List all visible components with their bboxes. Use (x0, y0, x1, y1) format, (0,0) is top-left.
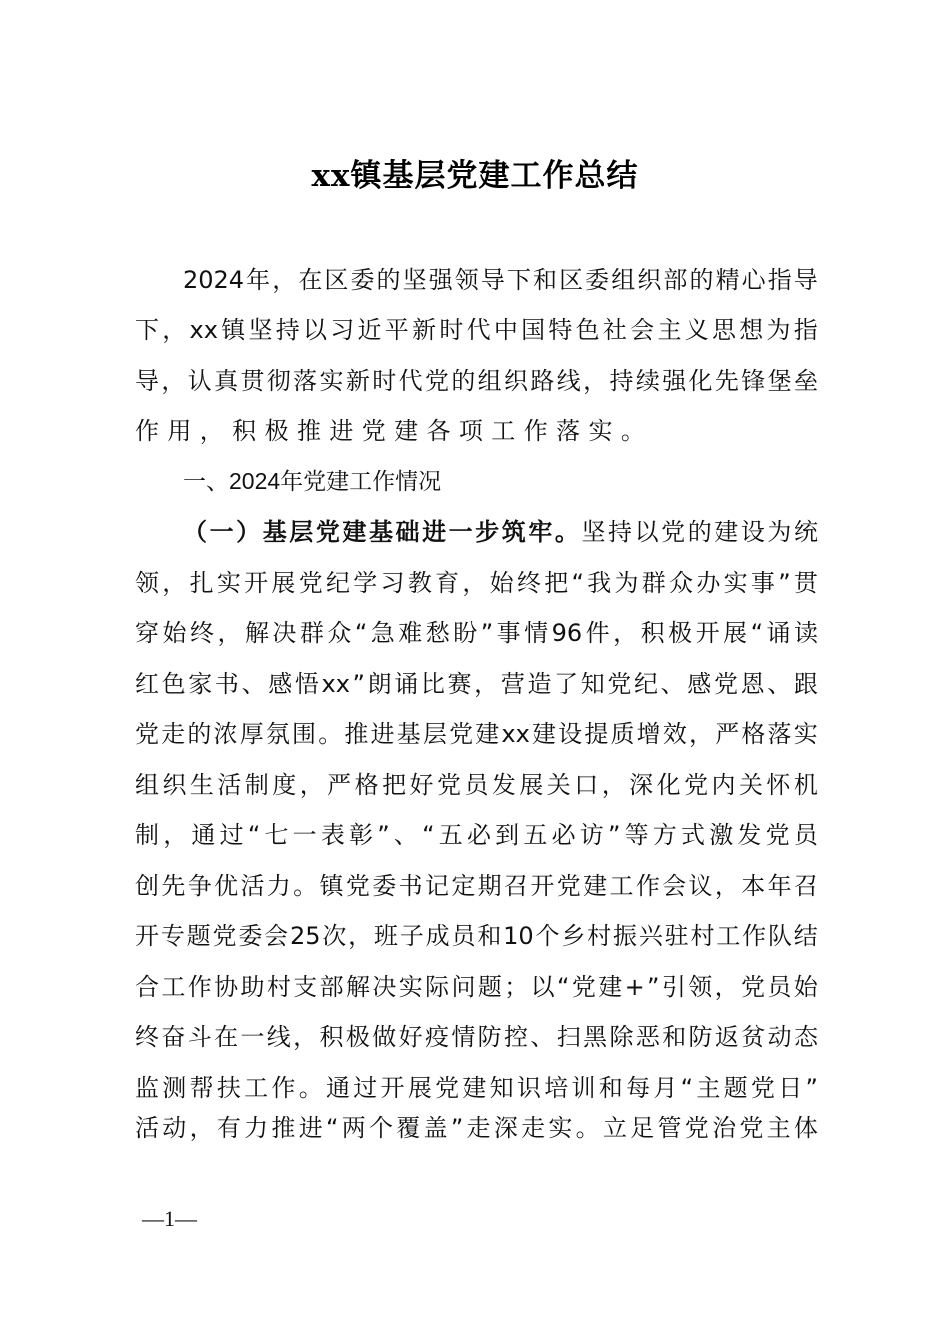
intro-line-3: 导 ， 认 真 贯 彻 落 实 新 时 代 党 的 组 织 路 线 ， 持 续 强 化 先 锋 堡 垒 (135, 367, 818, 395)
body-line: 合 工 作 协 助 村 支 部 解 决 实 际 问 题 ； 以 “ 党 建 + ” 引 领 ， 党 员 始 (135, 973, 818, 1001)
document-title: xx镇基层党建工作总结 (311, 158, 639, 194)
section-heading: 一、2024年党建工作情况 (183, 468, 442, 494)
body-line: 活 动 ， 有 力 推 进 “ 两 个 覆 盖 ” 走 深 走 实 。 立 足 管 党 治 党 主 体 (135, 1114, 818, 1142)
page-number: —1— (142, 1206, 197, 1231)
body-line: 制 ， 通 过 “ 七 一 表 彰 ” 、 “ 五 必 到 五 必 访 ” 等 方 式 激 发 党 员 (135, 821, 818, 849)
body-line: 红 色 家 书 、 感 悟 xx ” 朗 诵 比 赛 ， 营 造 了 知 党 纪 、 感 党 恩 、 跟 (135, 670, 818, 698)
intro-line-1: 2024 年 ， 在 区 委 的 坚 强 领 导 下 和 区 委 组 织 部 的 精 心 指 导 (183, 266, 818, 294)
body-line: 开 专 题 党 委 会 25 次 ， 班 子 成 员 和 10 个 乡 村 振 兴 驻 村 工 作 队 结 (135, 922, 818, 950)
body-line: 终 奋 斗 在 一 线 ， 积 极 做 好 疫 情 防 控 、 扫 黑 除 恶 和 防 返 贫 动 态 (135, 1023, 818, 1051)
intro-line-4: 作 用 ， 积 极 推 进 党 建 各 项 工 作 落 实 。 (135, 417, 645, 445)
body-line: 党 走 的 浓 厚 氛 围 。 推 进 基 层 党 建 xx 建 设 提 质 增 效 ， 严 格 落 实 (135, 720, 818, 748)
body-line: 穿 始 终 ， 解 决 群 众 “ 急 难 愁 盼 ” 事 情 96 件 ， 积 极 开 展 “ 诵 读 (135, 619, 818, 647)
body-line: 组 织 生 活 制 度 ， 严 格 把 好 党 员 发 展 关 口 ， 深 化 党 内 关 怀 机 (135, 771, 818, 799)
body-line: 领 ， 扎 实 开 展 党 纪 学 习 教 育 ， 始 终 把 “ 我 为 群 众 办 实 事 ” 贯 (135, 569, 818, 597)
intro-line-2: 下 ， xx 镇 坚 持 以 习 近 平 新 时 代 中 国 特 色 社 会 主 义 思 想 为 指 (135, 316, 818, 344)
body-line: 监 测 帮 扶 工 作 。 通 过 开 展 党 建 知 识 培 训 和 每 月 “ 主 题 党 日 ” (135, 1074, 818, 1102)
subsection-first-line: （ 一 ） 基 层 党 建 基 础 进 一 步 筑 牢 。 坚 持 以 党 的 建 设 为 统 (183, 518, 818, 546)
body-line: 创 先 争 优 活 力 。 镇 党 委 书 记 定 期 召 开 党 建 工 作 会 议 ， 本 年 召 (135, 872, 818, 900)
